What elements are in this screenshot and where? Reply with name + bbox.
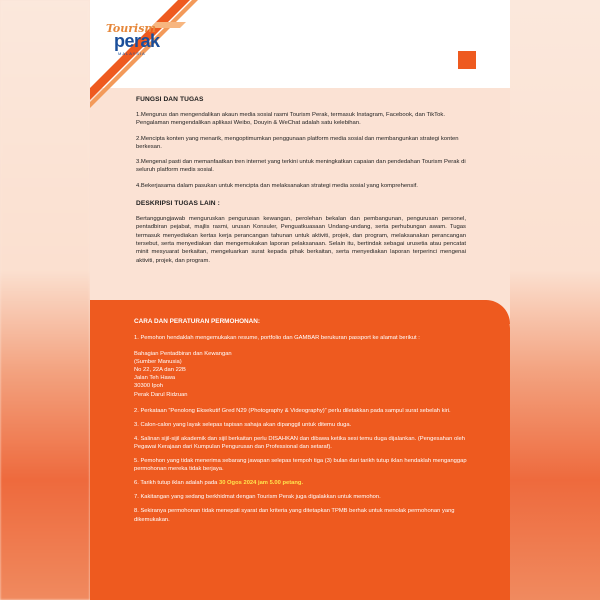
cara-item-5: 5. Pemohon yang tidak menerima sebarang jawapan selepas tempoh tiga (3) bulan dari tarikh tutup iklan hendaklah menganggap permohonan mereka tidak berjaya.: [134, 458, 467, 473]
cara-item-2: 2. Perkataan “Penolong Eksekutif Gred N29 (Photography & Videography)” perlu diletakkan pada sampul surat sebelah kiri.: [134, 407, 451, 414]
cara-item-1: 1. Pemohon hendaklah mengemukakan resume, portfolio dan GAMBAR berukuran passport ke alamat berikut :: [134, 335, 420, 341]
orange-square-decoration: [458, 51, 476, 69]
cara-item-4: 4. Salinan sijil-sijil akademik dan sijil berkaitan perlu DISAHKAN dan dibawa ketika sesi temu duga dijalankan. (Pengesahan oleh Pegawai Kerajaan dari Kumpulan Pengurusan dan Professional dan setaraf).: [134, 435, 465, 450]
fungsi-heading: FUNGSI DAN TUGAS: [136, 96, 204, 103]
fungsi-item-2: 2.Mencipta konten yang menarik, mengoptimumkan penggunaan platform media sosial dan membangunkan strategi konten berkesan.: [136, 135, 459, 150]
fungsi-item-4: 4.Bekerjasama dalam pasukan untuk mencipta dan melaksanakan strategi media sosial yang komprehensif.: [136, 182, 418, 189]
deskripsi-text: Bertanggungjawab menguruskan pengurusan kewangan, perolehan bekalan dan pembangunan, pengurusan personel, pentadbiran pejabat, majlis rasmi, urusan Konsuler, Penguatkuasaan Undang-undang, serta perhubungan awam. Tugas termasuk menyediakan kertas kerja perancangan tahunan untuk aktiviti, projek, dan program, melaksanakan perancangan tersebut, serta menyediakan dan mengemukakan laporan pelaksanaan. Selain itu, bertindak sebagai urusetia atau pencatat minit mesyuarat berkaitan, mengeluarkan surat kepada pihak berkaitan, serta menyediakan laporan terperinci mengenai aktiviti, projek, dan program.: [136, 216, 466, 264]
deskripsi-heading: DESKRIPSI TUGAS LAIN :: [136, 200, 220, 208]
cara-item-6-text: 6. Tarikh tutup iklan adalah pada: [134, 480, 219, 487]
logo-word-perak: perak: [114, 31, 160, 51]
closing-date: 30 Ogos 2024 jam 5.00 petang.: [218, 480, 304, 487]
fungsi-item-1: 1.Mengurus dan mengendalikan akaun media sosial rasmi Tourism Perak, termasuk Instagram, Facebook, dan TikTok. Pengalaman mengendalikan aplikasi Weibo, Douyin & WeChat adalah satu kelebihan.: [136, 112, 445, 127]
tourism-perak-logo: [106, 22, 176, 58]
cara-item-3: 3. Calon-calon yang layak selepas tapisan sahaja akan dipanggil untuk ditemu duga.: [134, 421, 352, 428]
job-poster: [90, 0, 510, 600]
logo-word-malaysia: MALAYSIA: [118, 51, 146, 56]
cara-item-6: [134, 479, 470, 487]
logo-word-tourism: Tourism: [106, 22, 157, 35]
blurred-background-left: [0, 0, 90, 600]
blurred-background-right: [510, 0, 600, 600]
application-section: [134, 318, 470, 530]
mailing-address: Bahagian Pentadbiran dan Kewangan (Sumber Manusia) No 22, 22A dan 22B Jalan Teh Hawa 30300 Ipoh Perak Darul Ridzuan: [134, 351, 232, 398]
duties-section: [136, 96, 466, 272]
fungsi-item-3: 3.Mengenal pasti dan memanfaatkan tren internet yang terkini untuk meningkatkan capaian dan pendedahan Tourism Perak di seluruh platform medis sosial.: [136, 159, 466, 174]
cara-heading: CARA DAN PERATURAN PERMOHONAN:: [134, 318, 261, 325]
cara-item-8: 8. Sekiranya permohonan tidak menepati syarat dan kriteria yang ditetapkan TPMB berhak untuk menolak permohonan yang dikemukakan.: [134, 508, 455, 523]
cara-item-7: 7. Kakitangan yang sedang berkhidmat dengan Tourism Perak juga digalakkan untuk memohon.: [134, 494, 381, 501]
